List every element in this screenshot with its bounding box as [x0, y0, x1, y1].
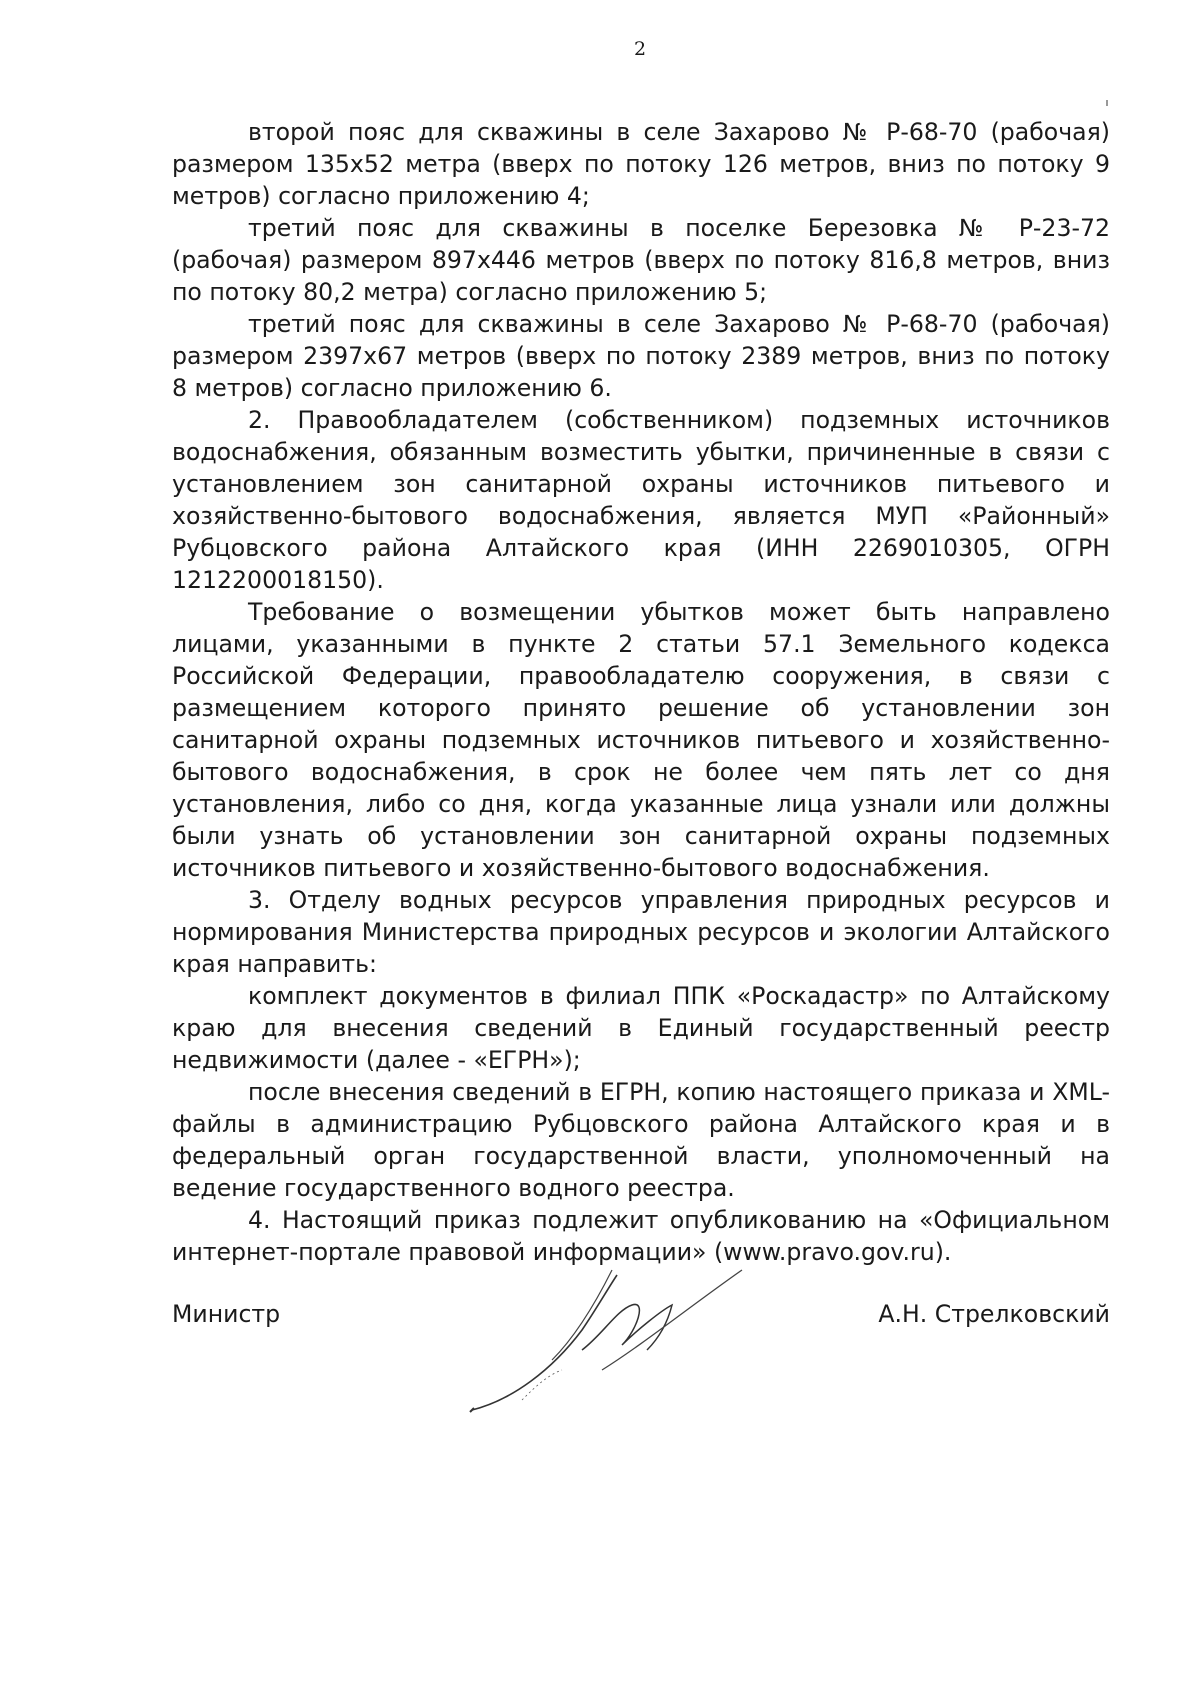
paragraph-damages-claim: Требование о возмещении убытков может быть направлено лицами, указанными в пункте 2 статьи 57.1 Земельного кодекса Российской Федерации, правообладателю сооружения, в связи с размещением которого принято решение об установлении зон санитарной охраны подземных источников питьевого и хозяйственно-бытового водоснабжения, в срок не более чем пять лет со дня установления, либо со дня, когда указанные лица узнали или должны были узнать об установлении зон санитарной охраны подземных источников питьевого и хозяйственно-бытового водоснабжения.: [172, 598, 1110, 882]
signatory-name: А.Н. Стрелковский: [878, 1300, 1110, 1328]
paragraph-third-zone-berezovka: третий пояс для скважины в поселке Березовка № Р-23-72 (рабочая) размером 897х446 метров (вверх по потоку 816,8 метров, вниз по потоку 80,2 метра) согласно приложению 5;: [172, 214, 1110, 306]
paragraph-item-3-directive: 3. Отделу водных ресурсов управления природных ресурсов и нормирования Министерства природных ресурсов и экологии Алтайского края направить:: [172, 886, 1110, 978]
paragraph-documents-to-roskadastr: комплект документов в филиал ППК «Роскадастр» по Алтайскому краю для внесения сведений в Единый государственный реестр недвижимости (далее - «ЕГРН»);: [172, 982, 1110, 1074]
page-number: 2: [633, 38, 647, 60]
paragraph-third-zone-zakharovo: третий пояс для скважины в селе Захарово № Р-68-70 (рабочая) размером 2397х67 метров (вверх по потоку 2389 метров, вниз по потоку 8 метров) согласно приложению 6.: [172, 310, 1110, 402]
paragraph-item-2-owner: 2. Правообладателем (собственником) подземных источников водоснабжения, обязанным возместить убытки, причиненные в связи с установлением зон санитарной охраны источников питьевого и хозяйственно-бытового водоснабжения, является МУП «Районный» Рубцовского района Алтайского края (ИНН 2269010305, ОГРН 1212200018150).: [172, 406, 1110, 594]
paragraph-after-egrn: после внесения сведений в ЕГРН, копию настоящего приказа и XML-файлы в администрацию Рубцовского района Алтайского края и в федеральный орган государственной власти, уполномоченный на ведение государственного водного реестра.: [172, 1078, 1110, 1202]
paragraph-second-zone-zakharovo: второй пояс для скважины в селе Захарово № Р-68-70 (рабочая) размером 135х52 метра (вверх по потоку 126 метров, вниз по потоку 9 метров) согласно приложению 4;: [172, 118, 1110, 210]
scan-artifact: [1106, 100, 1108, 106]
signature-block: [172, 1300, 1110, 1420]
handwritten-signature: [432, 1250, 772, 1430]
document-body: [172, 116, 1110, 1268]
paragraph-item-4-publication: 4. Настоящий приказ подлежит опубликованию на «Официальном интернет-портале правовой информации» (www.pravo.gov.ru).: [172, 1206, 1110, 1266]
signatory-title: Министр: [172, 1300, 281, 1328]
